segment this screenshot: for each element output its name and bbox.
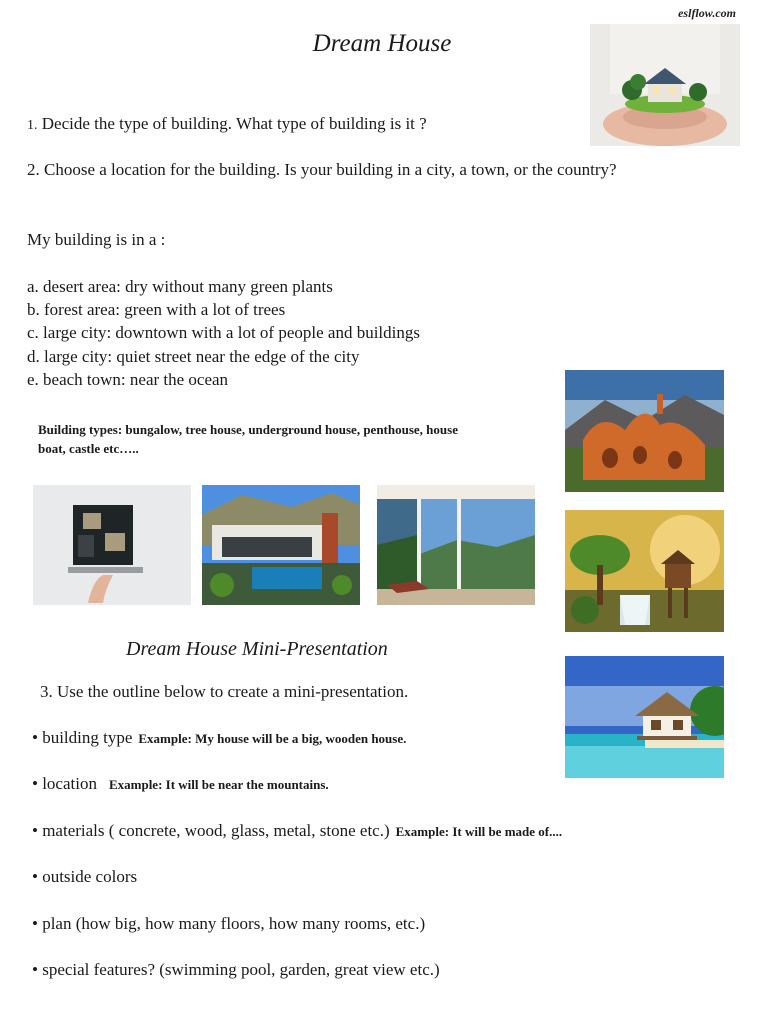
outline-special-features: • special features? (swimming pool, garden, great view etc.) — [32, 960, 440, 979]
building-types: Building types: bungalow, tree house, underground house, penthouse, house boat, castle etc….. — [38, 422, 458, 456]
page-title: Dream House — [312, 30, 452, 57]
question-2: 2. Choose a location for the building. Is your building in a city, a town, or the country? — [27, 160, 617, 179]
tree-house-photo — [565, 510, 724, 632]
pool-house-photo — [202, 485, 360, 605]
outline-building-type: • building type Example: My house will be a big, wooden house. — [32, 728, 407, 747]
option-e: e. beach town: near the ocean — [27, 370, 229, 389]
desert-house-photo — [565, 370, 724, 492]
question-3: 3. Use the outline below to create a mini-presentation. — [40, 682, 409, 701]
outline-location: • location Example: It will be near the mountains. — [32, 774, 329, 793]
outline-outside-colors: • outside colors — [32, 867, 138, 886]
beach-hut-photo — [565, 656, 724, 778]
option-d: d. large city: quiet street near the edge of the city — [27, 347, 360, 366]
option-b: b. forest area: green with a lot of trees — [27, 300, 286, 319]
my-building-prompt: My building is in a : — [27, 230, 166, 249]
modern-house-tray-photo — [33, 485, 191, 605]
outline-materials: • materials ( concrete, wood, glass, metal, stone etc.) Example: It will be made of.... — [32, 821, 563, 840]
hands-house-photo — [590, 24, 740, 146]
site-name: eslflow.com — [678, 6, 736, 20]
option-a: a. desert area: dry without many green plants — [27, 277, 333, 296]
option-c: c. large city: downtown with a lot of people and buildings — [27, 323, 420, 342]
glass-room-view-photo — [377, 485, 535, 605]
outline-plan: • plan (how big, how many floors, how many rooms, etc.) — [32, 914, 426, 933]
presentation-subtitle: Dream House Mini-Presentation — [126, 638, 388, 660]
question-1: 1. Decide the type of building. What type of building is it ? — [27, 114, 427, 133]
